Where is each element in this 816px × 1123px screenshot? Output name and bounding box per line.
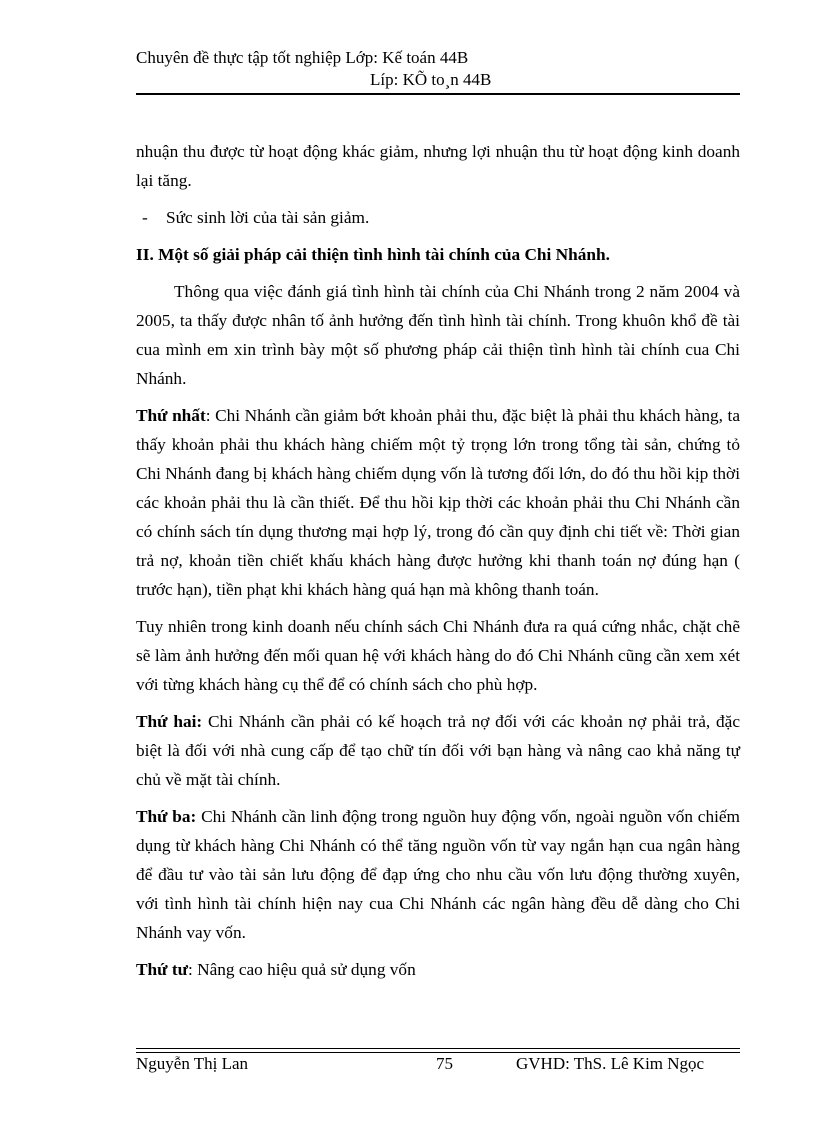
document-body: [136, 137, 740, 992]
label-third: Thứ ba:: [136, 807, 197, 826]
text-fourth: : Nâng cao hiệu quả sử dụng vốn: [187, 960, 416, 979]
paragraph-intro: Thông qua việc đánh giá tình hình tài chính của Chi Nhánh trong 2 năm 2004 và 2005, ta thấy được nhân tố ảnh hưởng đến tình hình tài chính. Trong khuôn khổ đề tài cua mình em xin trình bày một số phương pháp cải thiện tình hình tài chính cua Chi Nhánh.: [136, 282, 740, 388]
footer-supervisor: GVHD: ThS. Lê Kim Ngọc: [516, 1054, 705, 1073]
section-heading: II. Một số giải pháp cải thiện tình hình tài chính của Chi Nhánh.: [136, 245, 610, 264]
paragraph-continuation: nhuận thu được từ hoạt động khác giảm, nhưng lợi nhuận thu từ hoạt động kinh doanh lại tăng.: [136, 142, 740, 190]
label-fourth: Thứ tư: [136, 960, 188, 979]
header-class-garbled: Líp: KÕ to¸n 44B: [370, 70, 492, 89]
text-first: : Chi Nhánh cần giảm bớt khoản phải thu, đặc biệt là phải thu khách hàng, ta thấy khoản phải thu khách hàng chiếm một tỷ trọng lớn trong tổng tài sản, chứng tỏ Chi Nhánh đang bị khách hàng chiếm dụng vốn là tương đối lớn, do đó thu hồi kịp thời các khoản phải thu là cần thiết. Để thu hồi kịp thời các khoản phải thu Chi Nhánh cần có chính sách tín dụng thương mại hợp lý, trong đó cần quy định chi tiết về: Thời gian trả nợ, khoản tiền chiết khấu khách hàng được hưởng khi thanh toán nợ đúng hạn ( trước hạn), tiền phạt khi khách hàng quá hạn mà không thanh toán.: [136, 406, 740, 599]
footer-divider-bottom: [136, 1052, 740, 1053]
header-divider: [136, 93, 740, 95]
page-number: 75: [436, 1054, 453, 1073]
header-title: Chuyên đề thực tập tốt nghiệp Lớp: Kế toán 44B: [136, 48, 469, 67]
bullet-item: [136, 203, 740, 232]
label-first: Thứ nhất: [136, 406, 206, 425]
footer-author: Nguyễn Thị Lan: [136, 1054, 249, 1073]
paragraph-first: [136, 401, 740, 604]
bullet-text: Sức sinh lời của tài sản giảm.: [166, 208, 370, 227]
footer-divider-top: [136, 1048, 740, 1049]
paragraph-fourth: [136, 955, 740, 984]
paragraph-however: Tuy nhiên trong kinh doanh nếu chính sách Chi Nhánh đưa ra quá cứng nhắc, chặt chẽ sẽ làm ảnh hưởng đến mối quan hệ với khách hàng do đó Chi Nhánh cũng cần xem xét với từng khách hàng cụ thể để có chính sách cho phù hợp.: [136, 617, 740, 694]
bullet-dash: -: [142, 208, 148, 227]
text-third: Chi Nhánh cần linh động trong nguồn huy động vốn, ngoài nguồn vốn chiếm dụng từ khách hàng Chi Nhánh có thể tăng nguồn vốn từ vay ngắn hạn cua ngân hàng để đầu tư vào tài sản lưu động để đạp ứng cho nhu cầu vốn lưu động thường xuyên, với tình hình tài chính hiện nay cua Chi Nhánh các ngân hàng đều dễ dàng cho Chi Nhánh vay vốn.: [136, 807, 740, 942]
text-second: Chi Nhánh cần phải có kế hoạch trả nợ đối với các khoản nợ phải trả, đặc biệt là đối với nhà cung cấp để tạo chữ tín đối với bạn hàng và nâng cao khả năng tự chủ về mặt tài chính.: [136, 712, 740, 789]
paragraph-third: [136, 802, 740, 947]
paragraph-second: [136, 707, 740, 794]
label-second: Thứ hai:: [136, 712, 203, 731]
